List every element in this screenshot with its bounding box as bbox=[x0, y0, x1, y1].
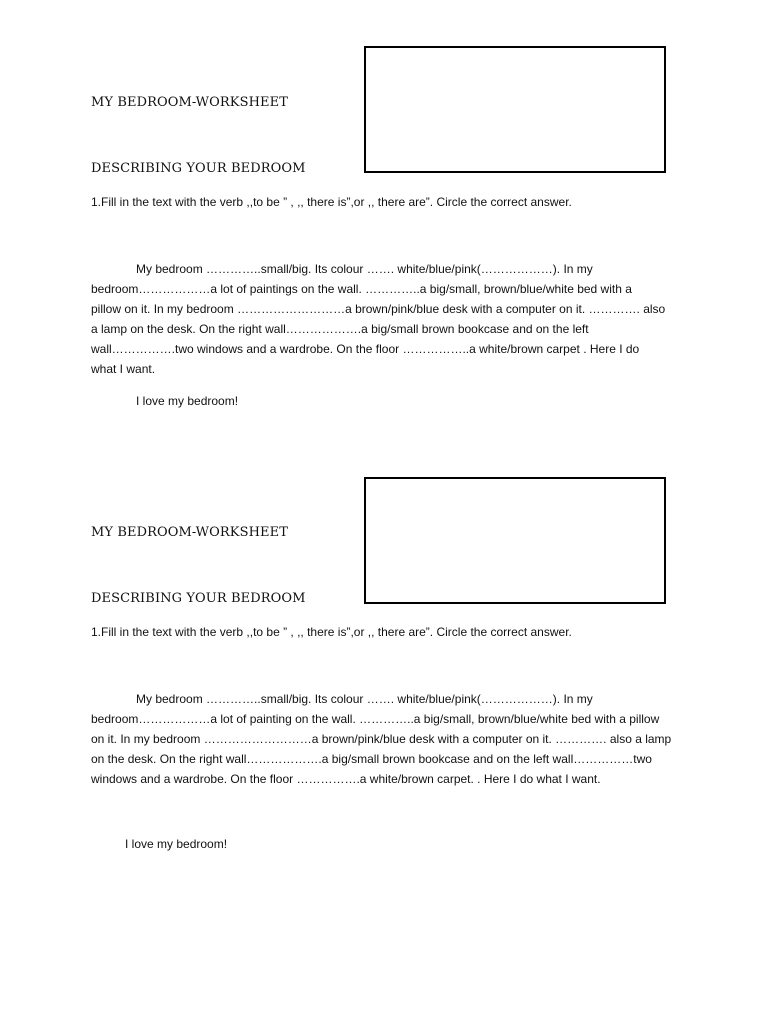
fill-in-passage bbox=[91, 689, 671, 789]
exercise-instruction: 1.Fill in the text with the verb ,,to be ” , ,, there is”,or ,, there are”. Circle the correct answer. bbox=[91, 625, 572, 639]
section-heading: DESCRIBING YOUR BEDROOM bbox=[91, 591, 306, 606]
passage-line: bedroom………………a lot of paintings on the wall. …………..a big/small, brown/blue/white bed with a bbox=[91, 282, 632, 296]
exercise-instruction: 1.Fill in the text with the verb ,,to be ” , ,, there is”,or ,, there are”. Circle the correct answer. bbox=[91, 195, 572, 209]
passage-line: what I want. bbox=[91, 362, 156, 376]
closing-line: I love my bedroom! bbox=[136, 394, 239, 408]
passage-line: My bedroom …………..small/big. Its colour ……. white/blue/pink(………………). In my bbox=[136, 262, 593, 276]
passage-line: wall…………….two windows and a wardrobe. On the floor ……………..a white/brown carpet . Here I do bbox=[91, 342, 640, 356]
picture-box bbox=[364, 477, 666, 604]
closing-line: I love my bedroom! bbox=[125, 837, 228, 851]
passage-line: windows and a wardrobe. On the floor …………….a white/brown carpet. . Here I do what I want. bbox=[91, 772, 601, 786]
passage-line: My bedroom …………..small/big. Its colour ……. white/blue/pink(………………). In my bbox=[136, 692, 593, 706]
fill-in-passage bbox=[91, 259, 665, 379]
passage-line: bedroom………………a lot of painting on the wall. …………..a big/small, brown/blue/white bed with a pillow bbox=[91, 712, 660, 726]
section-heading: DESCRIBING YOUR BEDROOM bbox=[91, 161, 306, 176]
worksheet-title: MY BEDROOM-WORKSHEET bbox=[91, 525, 288, 540]
passage-line: a lamp on the desk. On the right wall……………….a big/small brown bookcase and on the left bbox=[91, 322, 589, 336]
passage-line: pillow on it. In my bedroom ………………………a brown/pink/blue desk with a computer on it. …………. also bbox=[91, 302, 666, 316]
picture-box bbox=[364, 46, 666, 173]
worksheet-title: MY BEDROOM-WORKSHEET bbox=[91, 95, 288, 110]
passage-line: on it. In my bedroom ………………………a brown/pink/blue desk with a computer on it. …………. also a lamp bbox=[91, 732, 672, 746]
passage-line: on the desk. On the right wall……………….a big/small brown bookcase and on the left wall……………two bbox=[91, 752, 652, 766]
